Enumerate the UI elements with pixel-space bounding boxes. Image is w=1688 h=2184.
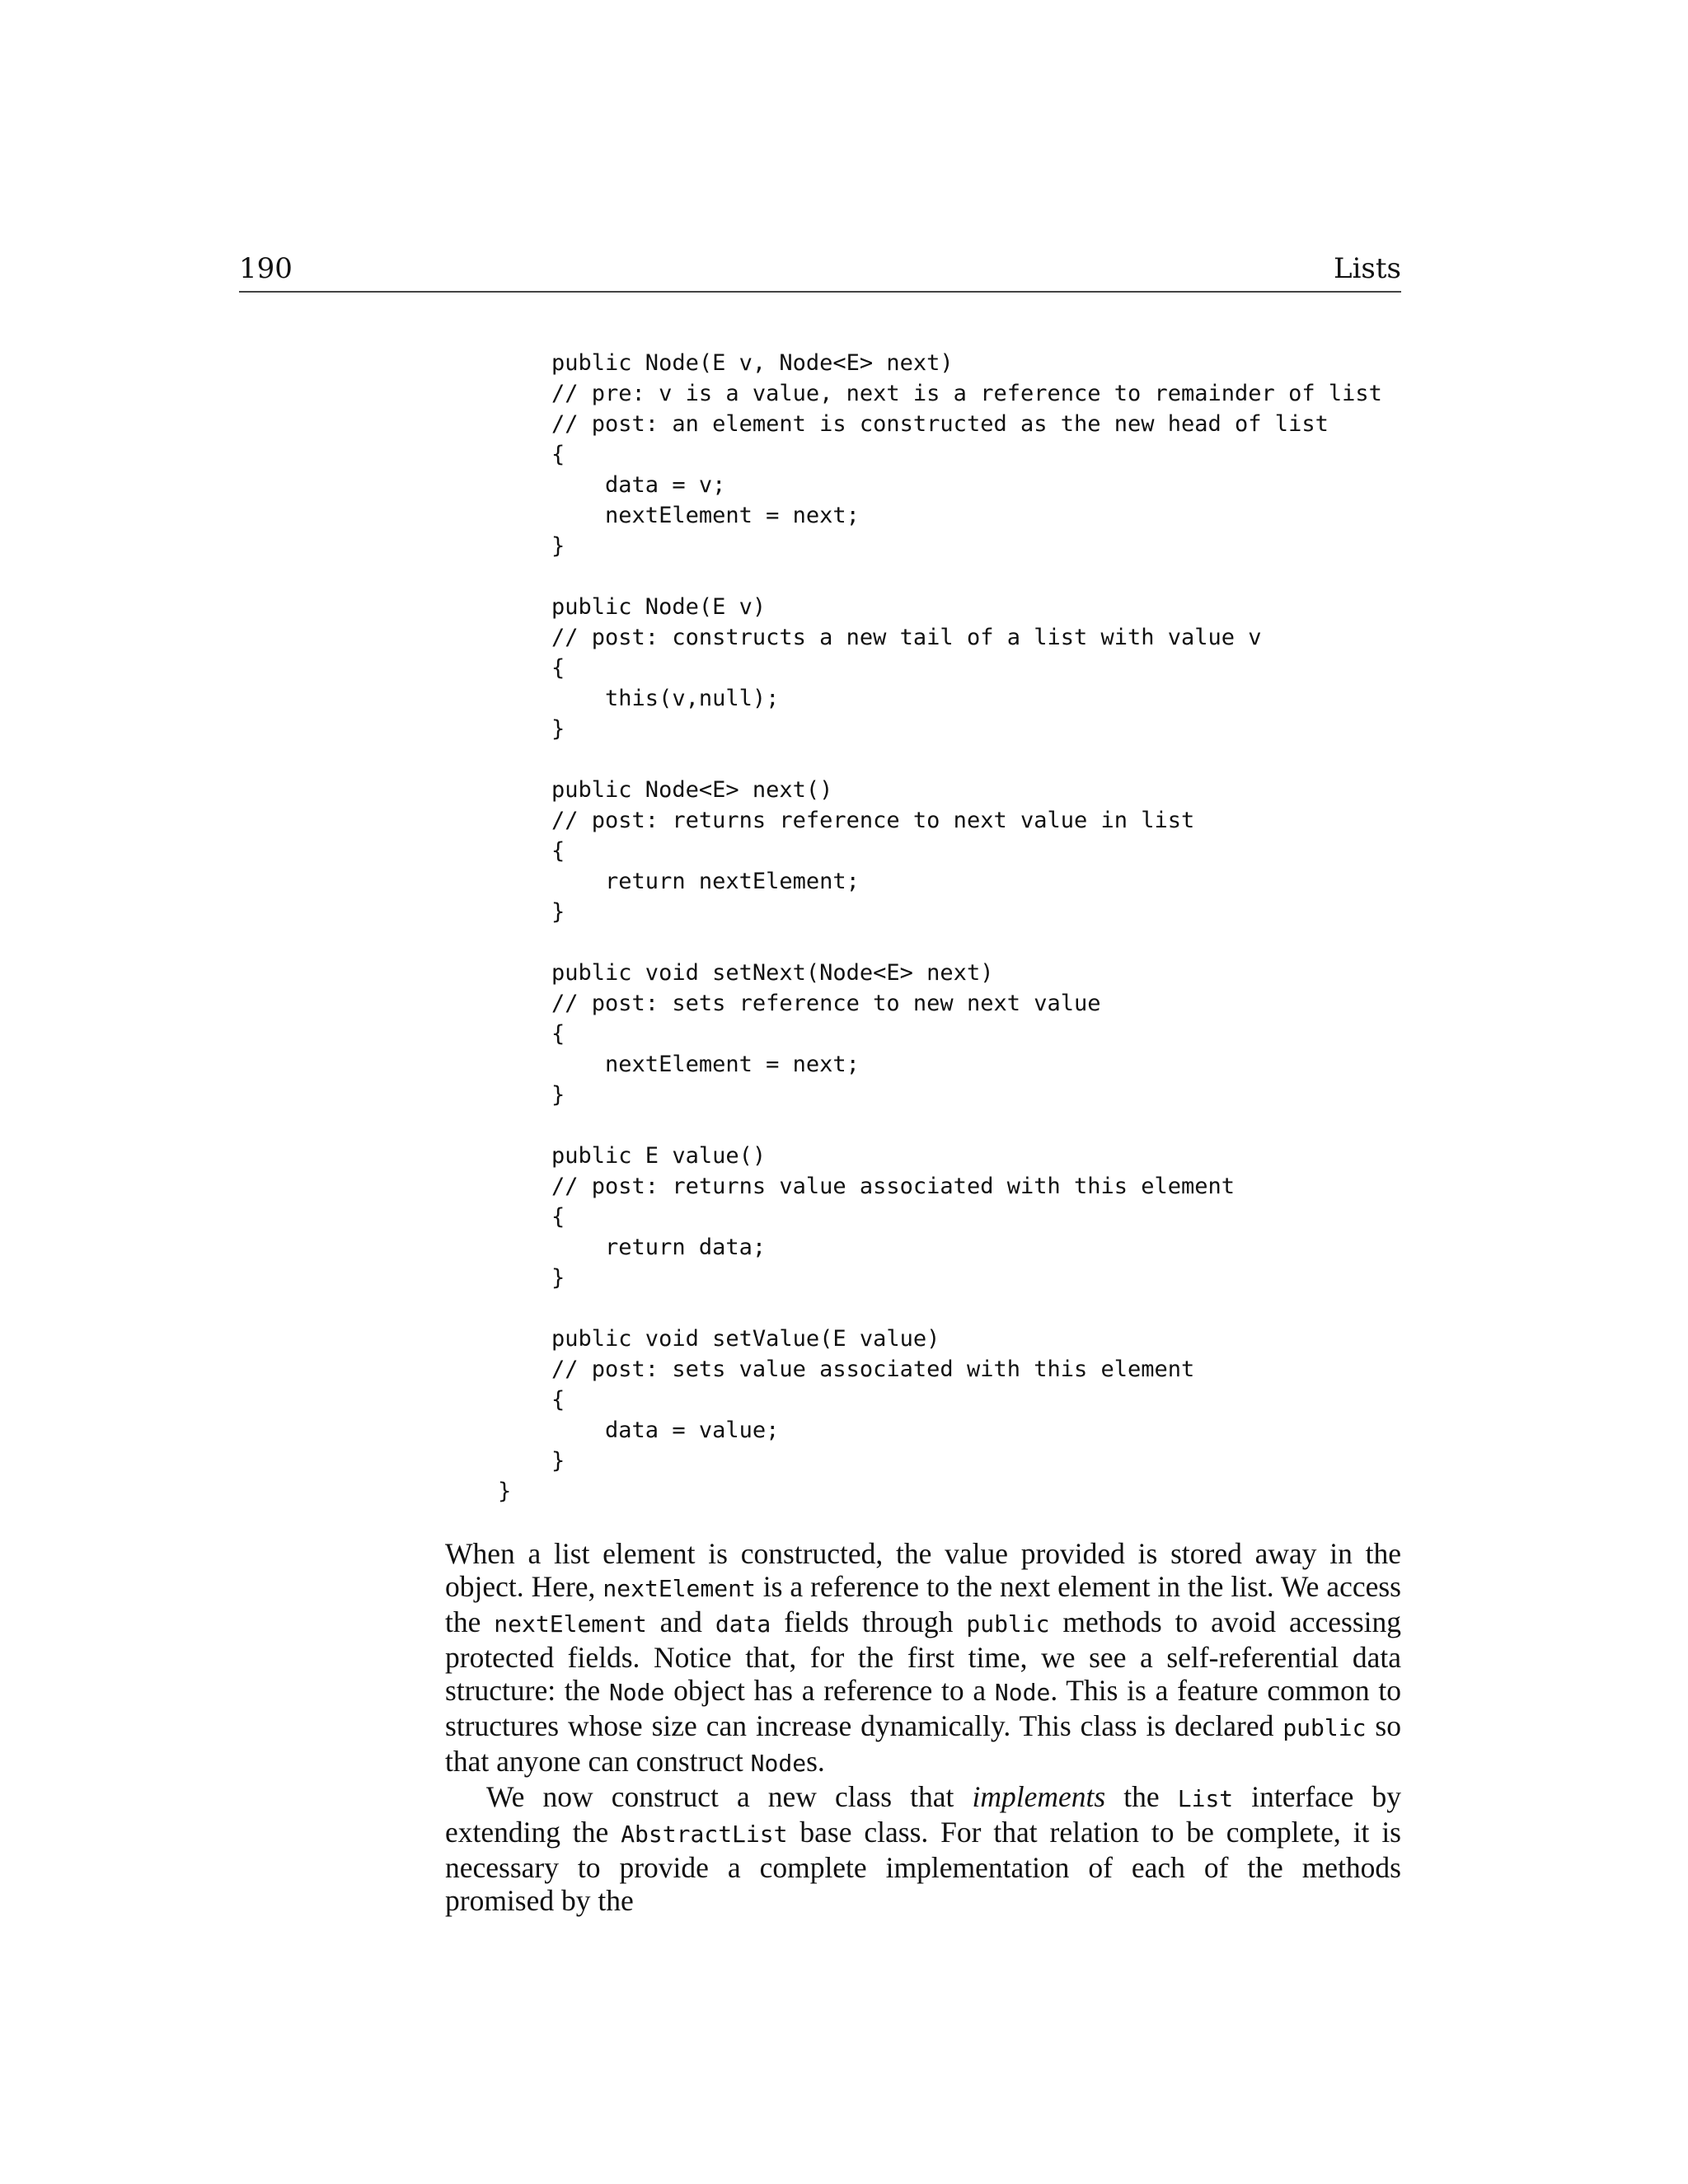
text-run: the	[1105, 1780, 1178, 1813]
code-line: // post: returns value associated with this element	[498, 1174, 1236, 1199]
text-run: base class. For that relation to be complete, it is necessary to provide a complete implementation of each of the methods promised by the	[445, 1816, 1401, 1917]
text-run: and	[646, 1605, 715, 1638]
code-line: {	[498, 838, 565, 864]
running-head: Lists	[1333, 252, 1401, 285]
code-line: this(v,null);	[498, 686, 780, 711]
text-run: We now construct a new class that	[486, 1780, 973, 1813]
code-term: Node	[608, 1679, 665, 1706]
code-line: {	[498, 1021, 565, 1047]
code-line: return nextElement;	[498, 869, 860, 894]
code-line: public void setValue(E value)	[498, 1326, 940, 1352]
code-line: return data;	[498, 1235, 767, 1260]
code-line: // post: sets reference to new next value	[498, 991, 1101, 1016]
code-line	[498, 744, 1382, 775]
code-line: }	[498, 1265, 565, 1291]
code-line	[498, 1293, 1382, 1324]
code-line: }	[498, 1479, 512, 1504]
code-line	[498, 927, 1382, 958]
code-term: data	[715, 1610, 771, 1638]
code-line: // post: sets value associated with this element	[498, 1357, 1195, 1382]
code-line: }	[498, 533, 565, 559]
body-text	[445, 1537, 1401, 1917]
code-line: // post: an element is constructed as the new head of list	[498, 411, 1329, 437]
code-line: // post: constructs a new tail of a list with value v	[498, 625, 1262, 650]
code-term: nextElement	[603, 1575, 756, 1602]
code-line	[498, 1110, 1382, 1141]
code-line: {	[498, 1387, 565, 1413]
code-term: AbstractList	[621, 1821, 788, 1848]
code-line: data = v;	[498, 472, 726, 498]
code-line: // post: returns reference to next value in list	[498, 808, 1195, 833]
code-line: public void setNext(Node<E> next)	[498, 960, 994, 986]
code-line: nextElement = next;	[498, 1052, 860, 1077]
code-line: public Node(E v, Node<E> next)	[498, 350, 954, 376]
paragraph	[445, 1780, 1401, 1917]
code-line: public E value()	[498, 1143, 767, 1169]
code-line: }	[498, 1082, 565, 1108]
emphasis: implements	[972, 1780, 1106, 1813]
text-run: interface by extending the	[445, 1780, 1401, 1849]
header-rule	[239, 291, 1401, 293]
text-run: methods to avoid accessing protected fields. Notice that, for the first time, we see a self-referential data structure: the	[445, 1605, 1401, 1707]
text-run: is a reference to the next element in the list. We access the	[445, 1570, 1401, 1638]
text-run: s.	[806, 1745, 825, 1778]
code-line: data = value;	[498, 1418, 780, 1443]
code-line: }	[498, 1448, 565, 1474]
code-line: {	[498, 655, 565, 681]
code-listing	[498, 348, 1382, 1507]
text-run: . This is a feature common to structures whose size can increase dynamically. This class is declared	[445, 1674, 1402, 1742]
code-term: public	[966, 1610, 1050, 1638]
code-term: public	[1282, 1714, 1367, 1741]
code-term: nextElement	[494, 1610, 647, 1638]
text-run: When a list element is constructed, the value provided is stored away in the object. Here,	[445, 1537, 1401, 1603]
code-line: {	[498, 442, 565, 467]
code-term: List	[1177, 1785, 1234, 1812]
text-run: fields through	[771, 1605, 967, 1638]
text-run: object has a reference to a	[664, 1674, 995, 1707]
paragraph	[445, 1537, 1401, 1780]
text-run: so that anyone can construct	[445, 1709, 1401, 1778]
code-term: Node	[994, 1679, 1051, 1706]
code-line: public Node(E v)	[498, 594, 767, 620]
code-line: // pre: v is a value, next is a reference to remainder of list	[498, 381, 1382, 406]
code-line	[498, 561, 1382, 592]
code-line: }	[498, 716, 565, 742]
code-line: }	[498, 899, 565, 925]
code-line: nextElement = next;	[498, 503, 860, 528]
code-line: {	[498, 1204, 565, 1230]
code-term: Node	[750, 1750, 807, 1777]
page-number: 190	[239, 252, 293, 285]
code-line: public Node<E> next()	[498, 777, 833, 803]
